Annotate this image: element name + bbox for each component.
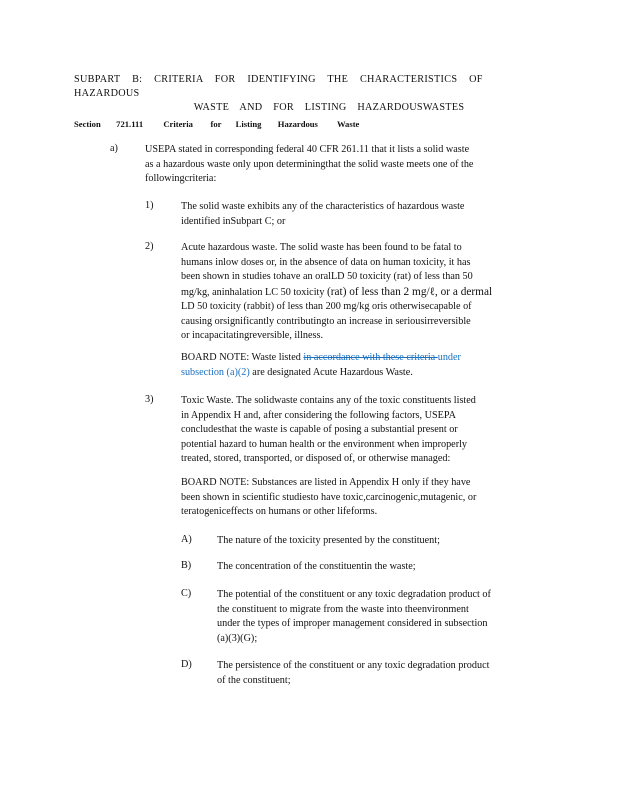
text-line: the constituent to migrate from the waste into theenvironment: [217, 603, 469, 615]
text-line: of the constituent;: [217, 674, 291, 686]
text-line: or incapacitatingreversible, illness.: [181, 330, 324, 341]
text-line: teratogeniceffects on humans or other lifeforms.: [181, 506, 378, 517]
text-line: [181, 366, 533, 381]
text-line: in Appendix H and, after considering the following factors, USEPA: [181, 409, 456, 421]
inserted-text: subsection (a)(2): [181, 366, 250, 378]
heading-line-1: SUBPART B: CRITERIA FOR IDENTIFYING THE CHARACTERISTICS OF HAZARDOUS: [74, 74, 483, 99]
factor-d-text: [217, 659, 542, 688]
item-2-marker: 2): [145, 241, 154, 252]
section-word-3: Listing: [235, 119, 262, 129]
text-segment-large: (rat) of less than 2 mg/ℓ, or a dermal: [327, 285, 493, 298]
note-prefix: BOARD NOTE: Waste listed: [181, 352, 301, 363]
section-word-5: Waste: [336, 119, 360, 129]
note-rest: are designated Acute Hazardous Waste.: [252, 366, 413, 378]
text-segment: mg/kg, aninhalation LC 50 toxicity: [181, 286, 325, 298]
text-line: [181, 285, 533, 301]
text-line: as a hazardous waste only upon determiningthat the solid waste meets one of the: [145, 158, 474, 170]
text-line: humans inlow doses or, in the absence of data on human toxicity, it has: [181, 256, 471, 268]
section-word-4: Hazardous: [277, 119, 318, 129]
text-line: The persistence of the constituent or any toxic degradation product: [217, 660, 490, 671]
text-line: The potential of the constituent or any toxic degradation product of: [217, 589, 491, 600]
text-line: The solid waste exhibits any of the characteristics of hazardous waste: [181, 201, 465, 212]
text-line: concludesthat the waste is capable of posing a substantial present or: [181, 424, 458, 435]
deleted-text: in accordance with these criteria: [303, 352, 438, 363]
text-line: BOARD NOTE: Substances are listed in Appendix H only if they have: [181, 477, 471, 488]
item-1-text: [181, 200, 521, 229]
factor-d-marker: D): [181, 659, 192, 670]
heading-line-2: WASTE AND FOR LISTING HAZARDOUSWASTES: [193, 102, 465, 113]
factor-c-text: [217, 588, 542, 646]
text-line: identified inSubpart C; or: [181, 215, 286, 227]
text-line: been shown in studies tohave an oralLD 50 toxicity (rat) of less than 50: [181, 271, 473, 282]
factor-a-marker: A): [181, 534, 192, 545]
section-word-2: for: [210, 119, 222, 129]
section-word-1: Criteria: [163, 119, 193, 129]
text-line: causing orsignificantly contributingto an increase in seriousirreversible: [181, 315, 471, 327]
subsection-a-text: [145, 143, 540, 187]
factor-a-text: [217, 534, 537, 549]
inserted-text: under: [437, 352, 461, 363]
subpart-heading: [74, 73, 544, 115]
section-number: 721.111: [116, 119, 144, 129]
subsection-a-marker: a): [110, 143, 118, 154]
text-line: been shown in scientific studiesto have toxic,carcinogenic,mutagenic, or: [181, 491, 477, 503]
text-line: potential hazard to human health or the environment when improperly: [181, 438, 468, 450]
text-line: LD 50 toxicity (rabbit) of less than 200 mg/kg oris otherwisecapable of: [181, 301, 472, 312]
factor-b-text: [217, 560, 537, 575]
section-label: Section: [74, 119, 101, 129]
factor-b-marker: B): [181, 560, 192, 571]
text-line: under the types of improper management considered in subsection: [217, 618, 488, 629]
text-line: The concentration of the constituentin the waste;: [217, 561, 416, 572]
item-2-text: [181, 241, 533, 344]
item-3-text: [181, 394, 536, 467]
item-3-board-note: [181, 476, 533, 520]
text-line: Toxic Waste. The solidwaste contains any of the toxic constituents listed: [181, 395, 476, 406]
item-2-board-note: [181, 351, 533, 380]
text-line: [181, 351, 533, 366]
item-3-marker: 3): [145, 394, 154, 405]
text-line: (a)(3)(G);: [217, 632, 258, 644]
text-line: followingcriteria:: [145, 173, 217, 184]
text-line: USEPA stated in corresponding federal 40 CFR 261.11 that it lists a solid waste: [145, 144, 470, 155]
text-line: Acute hazardous waste. The solid waste has been found to be fatal to: [181, 242, 462, 253]
item-1-marker: 1): [145, 200, 154, 211]
section-title: [74, 119, 377, 129]
text-line: The nature of the toxicity presented by the constituent;: [217, 535, 440, 546]
text-line: treated, stored, transported, or disposed of, or otherwise managed:: [181, 453, 451, 464]
factor-c-marker: C): [181, 588, 192, 599]
